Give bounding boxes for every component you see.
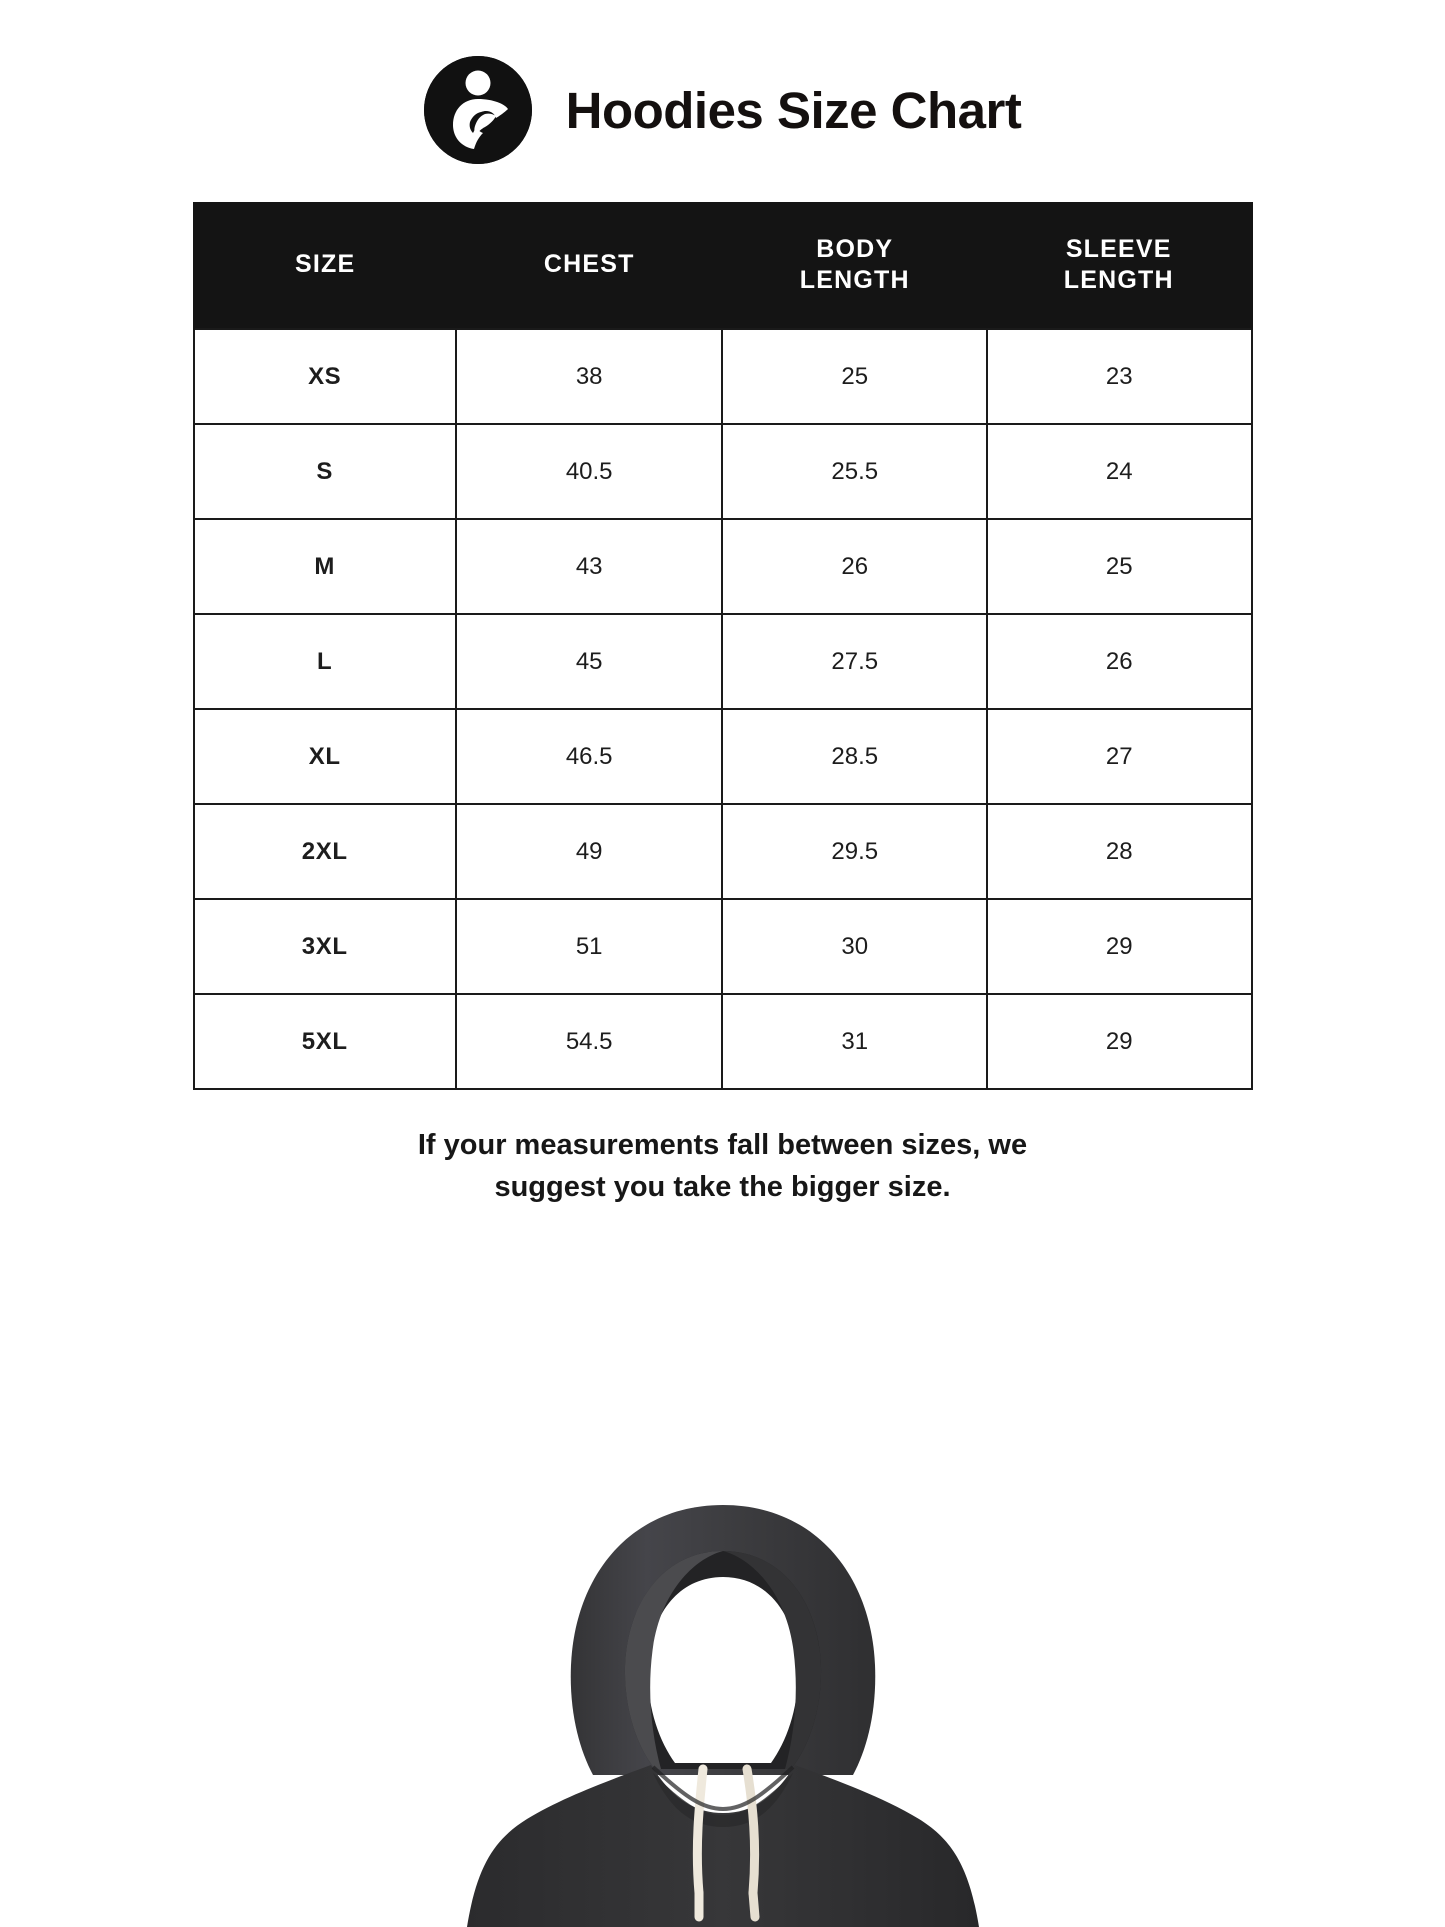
cell-size: S <box>194 424 456 519</box>
size-chart-table <box>193 202 1253 1090</box>
cell-chest: 40.5 <box>456 424 723 519</box>
cell-sleeve-length: 28 <box>987 804 1252 899</box>
cell-size: L <box>194 614 456 709</box>
column-header-size: SIZE <box>194 202 456 329</box>
page-title: Hoodies Size Chart <box>565 81 1022 139</box>
table-row <box>194 614 1252 709</box>
cell-chest: 49 <box>456 804 723 899</box>
table-header-row <box>194 202 1252 329</box>
table-row <box>194 994 1252 1089</box>
cell-size: 5XL <box>194 994 456 1089</box>
cell-sleeve-length: 29 <box>987 994 1252 1089</box>
cell-sleeve-length: 23 <box>987 329 1252 424</box>
cell-chest: 38 <box>456 329 723 424</box>
table-row <box>194 709 1252 804</box>
column-header-chest: CHEST <box>456 202 723 329</box>
cell-body-length: 29.5 <box>722 804 987 899</box>
cell-size: 2XL <box>194 804 456 899</box>
cell-sleeve-length: 26 <box>987 614 1252 709</box>
page-header <box>0 0 1445 174</box>
cell-chest: 45 <box>456 614 723 709</box>
cell-chest: 46.5 <box>456 709 723 804</box>
sizing-note-line-1: If your measurements fall between sizes, we <box>417 1129 1028 1161</box>
size-chart-table-wrapper <box>193 202 1253 1090</box>
cell-chest: 43 <box>456 519 723 614</box>
cell-sleeve-length: 25 <box>987 519 1252 614</box>
cell-sleeve-length: 27 <box>987 709 1252 804</box>
table-row <box>194 899 1252 994</box>
cell-size: XL <box>194 709 456 804</box>
table-row <box>194 519 1252 614</box>
cell-size: M <box>194 519 456 614</box>
cell-body-length: 25 <box>722 329 987 424</box>
sizing-note <box>233 1124 1213 1208</box>
mother-and-child-logo-icon <box>424 56 532 164</box>
cell-body-length: 31 <box>722 994 987 1089</box>
column-header-sleeve-length: SLEEVE LENGTH <box>987 202 1252 329</box>
cell-body-length: 30 <box>722 899 987 994</box>
cell-body-length: 26 <box>722 519 987 614</box>
hoodie-photo <box>0 1497 1445 1927</box>
column-header-body-length: BODY LENGTH <box>722 202 987 329</box>
cell-body-length: 28.5 <box>722 709 987 804</box>
table-row <box>194 329 1252 424</box>
cell-chest: 54.5 <box>456 994 723 1089</box>
cell-size: 3XL <box>194 899 456 994</box>
table-row <box>194 804 1252 899</box>
table-row <box>194 424 1252 519</box>
cell-body-length: 27.5 <box>722 614 987 709</box>
cell-sleeve-length: 29 <box>987 899 1252 994</box>
cell-body-length: 25.5 <box>722 424 987 519</box>
sizing-note-line-2: suggest you take the bigger size. <box>494 1171 951 1204</box>
cell-size: XS <box>194 329 456 424</box>
cell-sleeve-length: 24 <box>987 424 1252 519</box>
cell-chest: 51 <box>456 899 723 994</box>
